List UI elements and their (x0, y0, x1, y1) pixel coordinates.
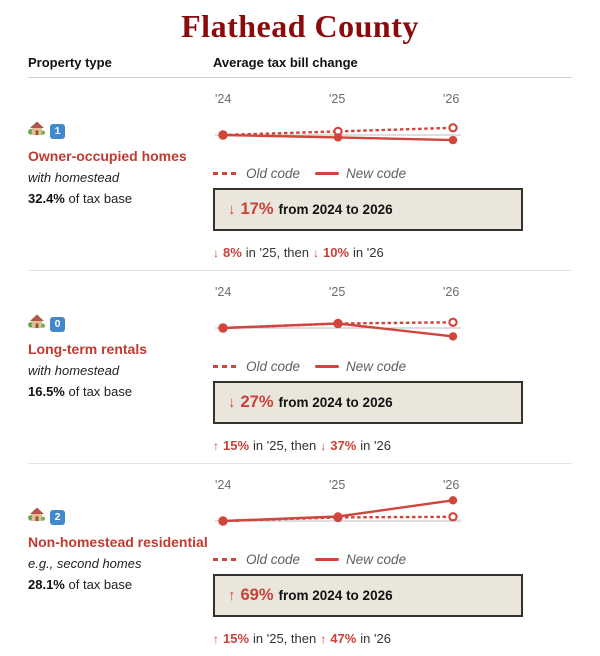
column-headers (28, 55, 572, 78)
down-arrow-icon: ↓ (228, 394, 236, 411)
property-type-name: Long-term rentals (28, 341, 148, 357)
year-axis (213, 285, 463, 301)
old-code-dash-icon (213, 365, 239, 368)
section-non-homestead (28, 463, 572, 656)
tax-change-line-chart (213, 494, 463, 552)
keycap-1-icon: 1 (50, 124, 65, 139)
tax-base-share: 16.5% of tax base (28, 384, 133, 399)
tax-change-panel (213, 470, 572, 646)
column-header-property-type: Property type (28, 55, 112, 70)
house-icon (28, 121, 45, 141)
axis-tick-26: '26 (443, 92, 460, 106)
down-arrow-icon: ↓ (228, 201, 236, 218)
tax-change-line-chart (213, 301, 463, 359)
property-type-panel (28, 277, 213, 453)
new-code-line-icon (315, 172, 339, 175)
property-type-name: Non-homestead residential (28, 534, 208, 550)
axis-tick-24: '24 (215, 478, 232, 492)
legend-new-code-label: New code (346, 165, 407, 181)
page-title: Flathead County (181, 8, 419, 44)
axis-tick-25: '25 (329, 92, 346, 106)
house-icon (28, 314, 45, 334)
yearly-change-caption: ↑ 15% in '25, then ↓ 37% in '26 (213, 438, 391, 453)
down-arrow-icon: ↓ (320, 439, 327, 453)
net-change-label: from 2024 to 2026 (278, 588, 393, 603)
legend-old-code-label: Old code (246, 165, 301, 181)
net-change-percent: 69% (240, 586, 274, 604)
legend-new-code-label: New code (346, 551, 407, 567)
net-change-label: from 2024 to 2026 (278, 202, 393, 217)
keycap-0-icon: 0 (50, 317, 65, 332)
up-arrow-icon: ↑ (213, 439, 219, 453)
property-type-panel (28, 84, 213, 260)
net-change-label: from 2024 to 2026 (278, 395, 393, 410)
tax-base-share: 32.4% of tax base (28, 191, 133, 206)
property-type-panel (28, 470, 213, 646)
chart-legend (213, 357, 572, 375)
new-code-line-icon (315, 365, 339, 368)
legend-new-code-label: New code (346, 358, 407, 374)
axis-tick-25: '25 (329, 478, 346, 492)
up-arrow-icon: ↑ (228, 587, 236, 604)
column-header-tax-change: Average tax bill change (213, 55, 358, 70)
down-arrow-icon: ↓ (213, 246, 219, 260)
section-long-term-rentals (28, 270, 572, 463)
infographic (0, 8, 600, 656)
tax-change-line-chart (213, 108, 463, 166)
axis-tick-25: '25 (329, 285, 346, 299)
year-axis (213, 92, 463, 108)
new-code-line-icon (315, 558, 339, 561)
tax-base-share: 28.1% of tax base (28, 577, 133, 592)
tax-change-panel (213, 84, 572, 260)
house-icon (28, 507, 45, 527)
property-type-subtitle: with homestead (28, 363, 120, 378)
net-change-callout (213, 574, 523, 617)
old-code-dash-icon (213, 558, 239, 561)
property-type-name: Owner-occupied homes (28, 148, 187, 164)
net-change-percent: 17% (240, 200, 274, 218)
yearly-change-caption: ↓ 8% in '25, then ↓ 10% in '26 (213, 245, 384, 260)
chart-legend (213, 550, 572, 568)
up-arrow-icon: ↑ (213, 632, 219, 646)
keycap-2-icon: 2 (50, 510, 65, 525)
property-type-subtitle: with homestead (28, 170, 120, 185)
down-arrow-icon: ↓ (313, 246, 319, 260)
legend-old-code-label: Old code (246, 358, 301, 374)
axis-tick-24: '24 (215, 92, 232, 106)
property-type-subtitle: e.g., second homes (28, 556, 142, 571)
net-change-callout (213, 188, 523, 231)
axis-tick-24: '24 (215, 285, 232, 299)
chart-legend (213, 164, 572, 182)
axis-tick-26: '26 (443, 285, 460, 299)
legend-old-code-label: Old code (246, 551, 301, 567)
section-owner-occupied (28, 78, 572, 270)
axis-tick-26: '26 (443, 478, 460, 492)
old-code-dash-icon (213, 172, 239, 175)
yearly-change-caption: ↑ 15% in '25, then ↑ 47% in '26 (213, 631, 391, 646)
net-change-callout (213, 381, 523, 424)
tax-change-panel (213, 277, 572, 453)
year-axis (213, 478, 463, 494)
net-change-percent: 27% (240, 393, 274, 411)
up-arrow-icon: ↑ (320, 632, 327, 646)
